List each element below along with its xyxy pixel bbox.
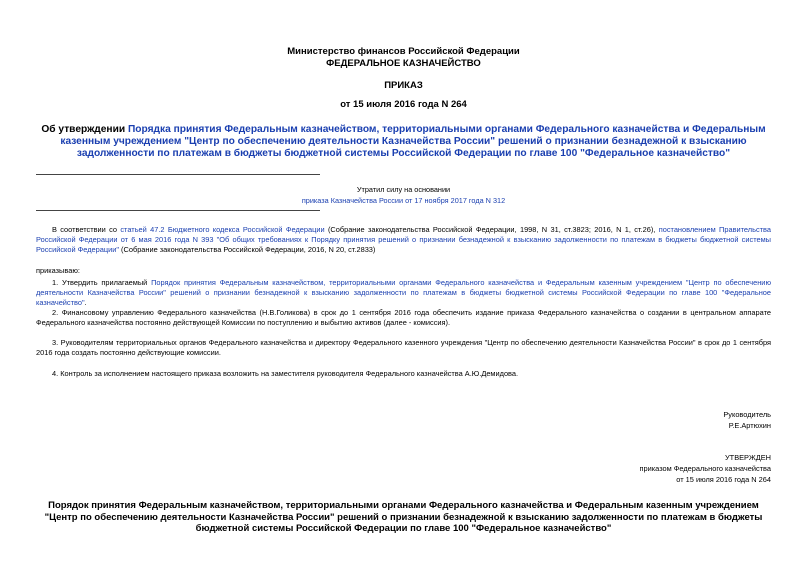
signature-position: Руководитель [723, 410, 771, 419]
government-resolution-link[interactable]: постановлением Правительства Российской Федерации от 6 мая 2016 года N 393 "Об общих требованиях к Порядку принятия решений о признании безнадежной к взысканию задолженности по платежам в бюджеты бюджетной системы Российской Федерации" [36, 225, 771, 254]
preamble-text-2: (Собрание законодательства Российской Федерации, 1998, N 31, ст.3823; 2016, N 1, ст.26), [324, 225, 659, 234]
date-number-heading: от 15 июля 2016 года N 264 [340, 99, 467, 110]
order-title-link[interactable]: Порядка принятия Федеральным казначейством, территориальными органами Федерального казначейства и Федеральным казенным учреждением "Центр по обеспечению деятельности Казначейства России" решений о признании безнадежной к взысканию задолженности по платежам в бюджеты бюджетной системы Российской Федерации по главе 100 "Федеральное казначейство" [60, 124, 766, 160]
item-1-text: 1. Утвердить прилагаемый [52, 278, 152, 287]
preamble-paragraph [36, 225, 771, 255]
item-1-end: . [84, 298, 87, 307]
procedure-title: Порядок принятия Федеральным казначейством, территориальными органами Федерального казначейства и Федеральным казенным учреждением "Центр по обеспечению деятельности Казначейства России" решений о признании безнадежной к взысканию задолженности по платежам в бюджеты бюджетной системы Российской Федерации по главе 100 "Федеральное казначейство" [44, 500, 763, 534]
approval-line-1: УТВЕРЖДЕН [724, 453, 771, 462]
approval-block [640, 452, 771, 485]
agency-heading: ФЕДЕРАЛЬНОЕ КАЗНАЧЕЙСТВО [326, 58, 481, 69]
item-3 [36, 338, 771, 358]
item-2-text: 2. Финансовому управлению Федерального казначейства (Н.В.Голикова) в срок до 1 сентября 2016 года обеспечить издание приказа Федерального казначейства о создании в центральном аппарате Федерального казначейства постоянно действующей Комиссии по поступлению и выбытию активов (далее - комиссия). [36, 308, 771, 327]
divider-top [36, 174, 320, 175]
signature-name: Р.Е.Артюхин [728, 421, 771, 430]
approval-line-3: от 15 июля 2016 года N 264 [676, 475, 771, 484]
preamble-text-1: В соответствии со [52, 225, 121, 234]
item-3-text: 3. Руководителям территориальных органов Федерального казначейства и директору Федерального казенного учреждения "Центр по обеспечению деятельности Казначейства России" в срок до 1 сентября 2016 года создать постоянно действующие комиссии. [36, 338, 771, 357]
status-note-link-wrap [0, 195, 807, 206]
item-4 [36, 369, 771, 379]
procedure-link[interactable]: Порядок принятия Федеральным казначейством, территориальными органами Федерального казначейства и Федеральным казенным учреждением "Центр по обеспечению деятельности Казначейства России" решений о признании безнадежной к взысканию задолженности по платежам в бюджеты бюджетной системы Российской Федерации по главе 100 "Федеральное казначейство" [36, 278, 771, 307]
order-word: приказываю: [36, 266, 80, 275]
item-1 [36, 278, 771, 308]
signature-block [723, 409, 771, 431]
item-2 [36, 308, 771, 328]
preamble-text-3: (Собрание законодательства Российской Федерации, 2016, N 20, ст.2833) [119, 245, 376, 254]
repeal-order-link[interactable]: приказа Казначейства России от 17 ноября 2017 года N 312 [301, 196, 506, 205]
order-title [36, 124, 771, 161]
divider-bottom [36, 210, 320, 211]
item-4-text: 4. Контроль за исполнением настоящего приказа возложить на заместителя руководителя Федерального казначейства А.Ю.Демидова. [52, 369, 519, 378]
budget-code-link[interactable]: статьей 47.2 Бюджетного кодекса Российской Федерации [120, 225, 325, 234]
approval-line-2: приказом Федерального казначейства [639, 464, 771, 473]
order-title-prefix: Об утверждении [41, 124, 128, 135]
status-note-text: Утратил силу на основании [356, 185, 451, 194]
ministry-heading: Министерство финансов Российской Федерации [287, 46, 520, 57]
doc-type-heading: ПРИКАЗ [384, 80, 423, 91]
